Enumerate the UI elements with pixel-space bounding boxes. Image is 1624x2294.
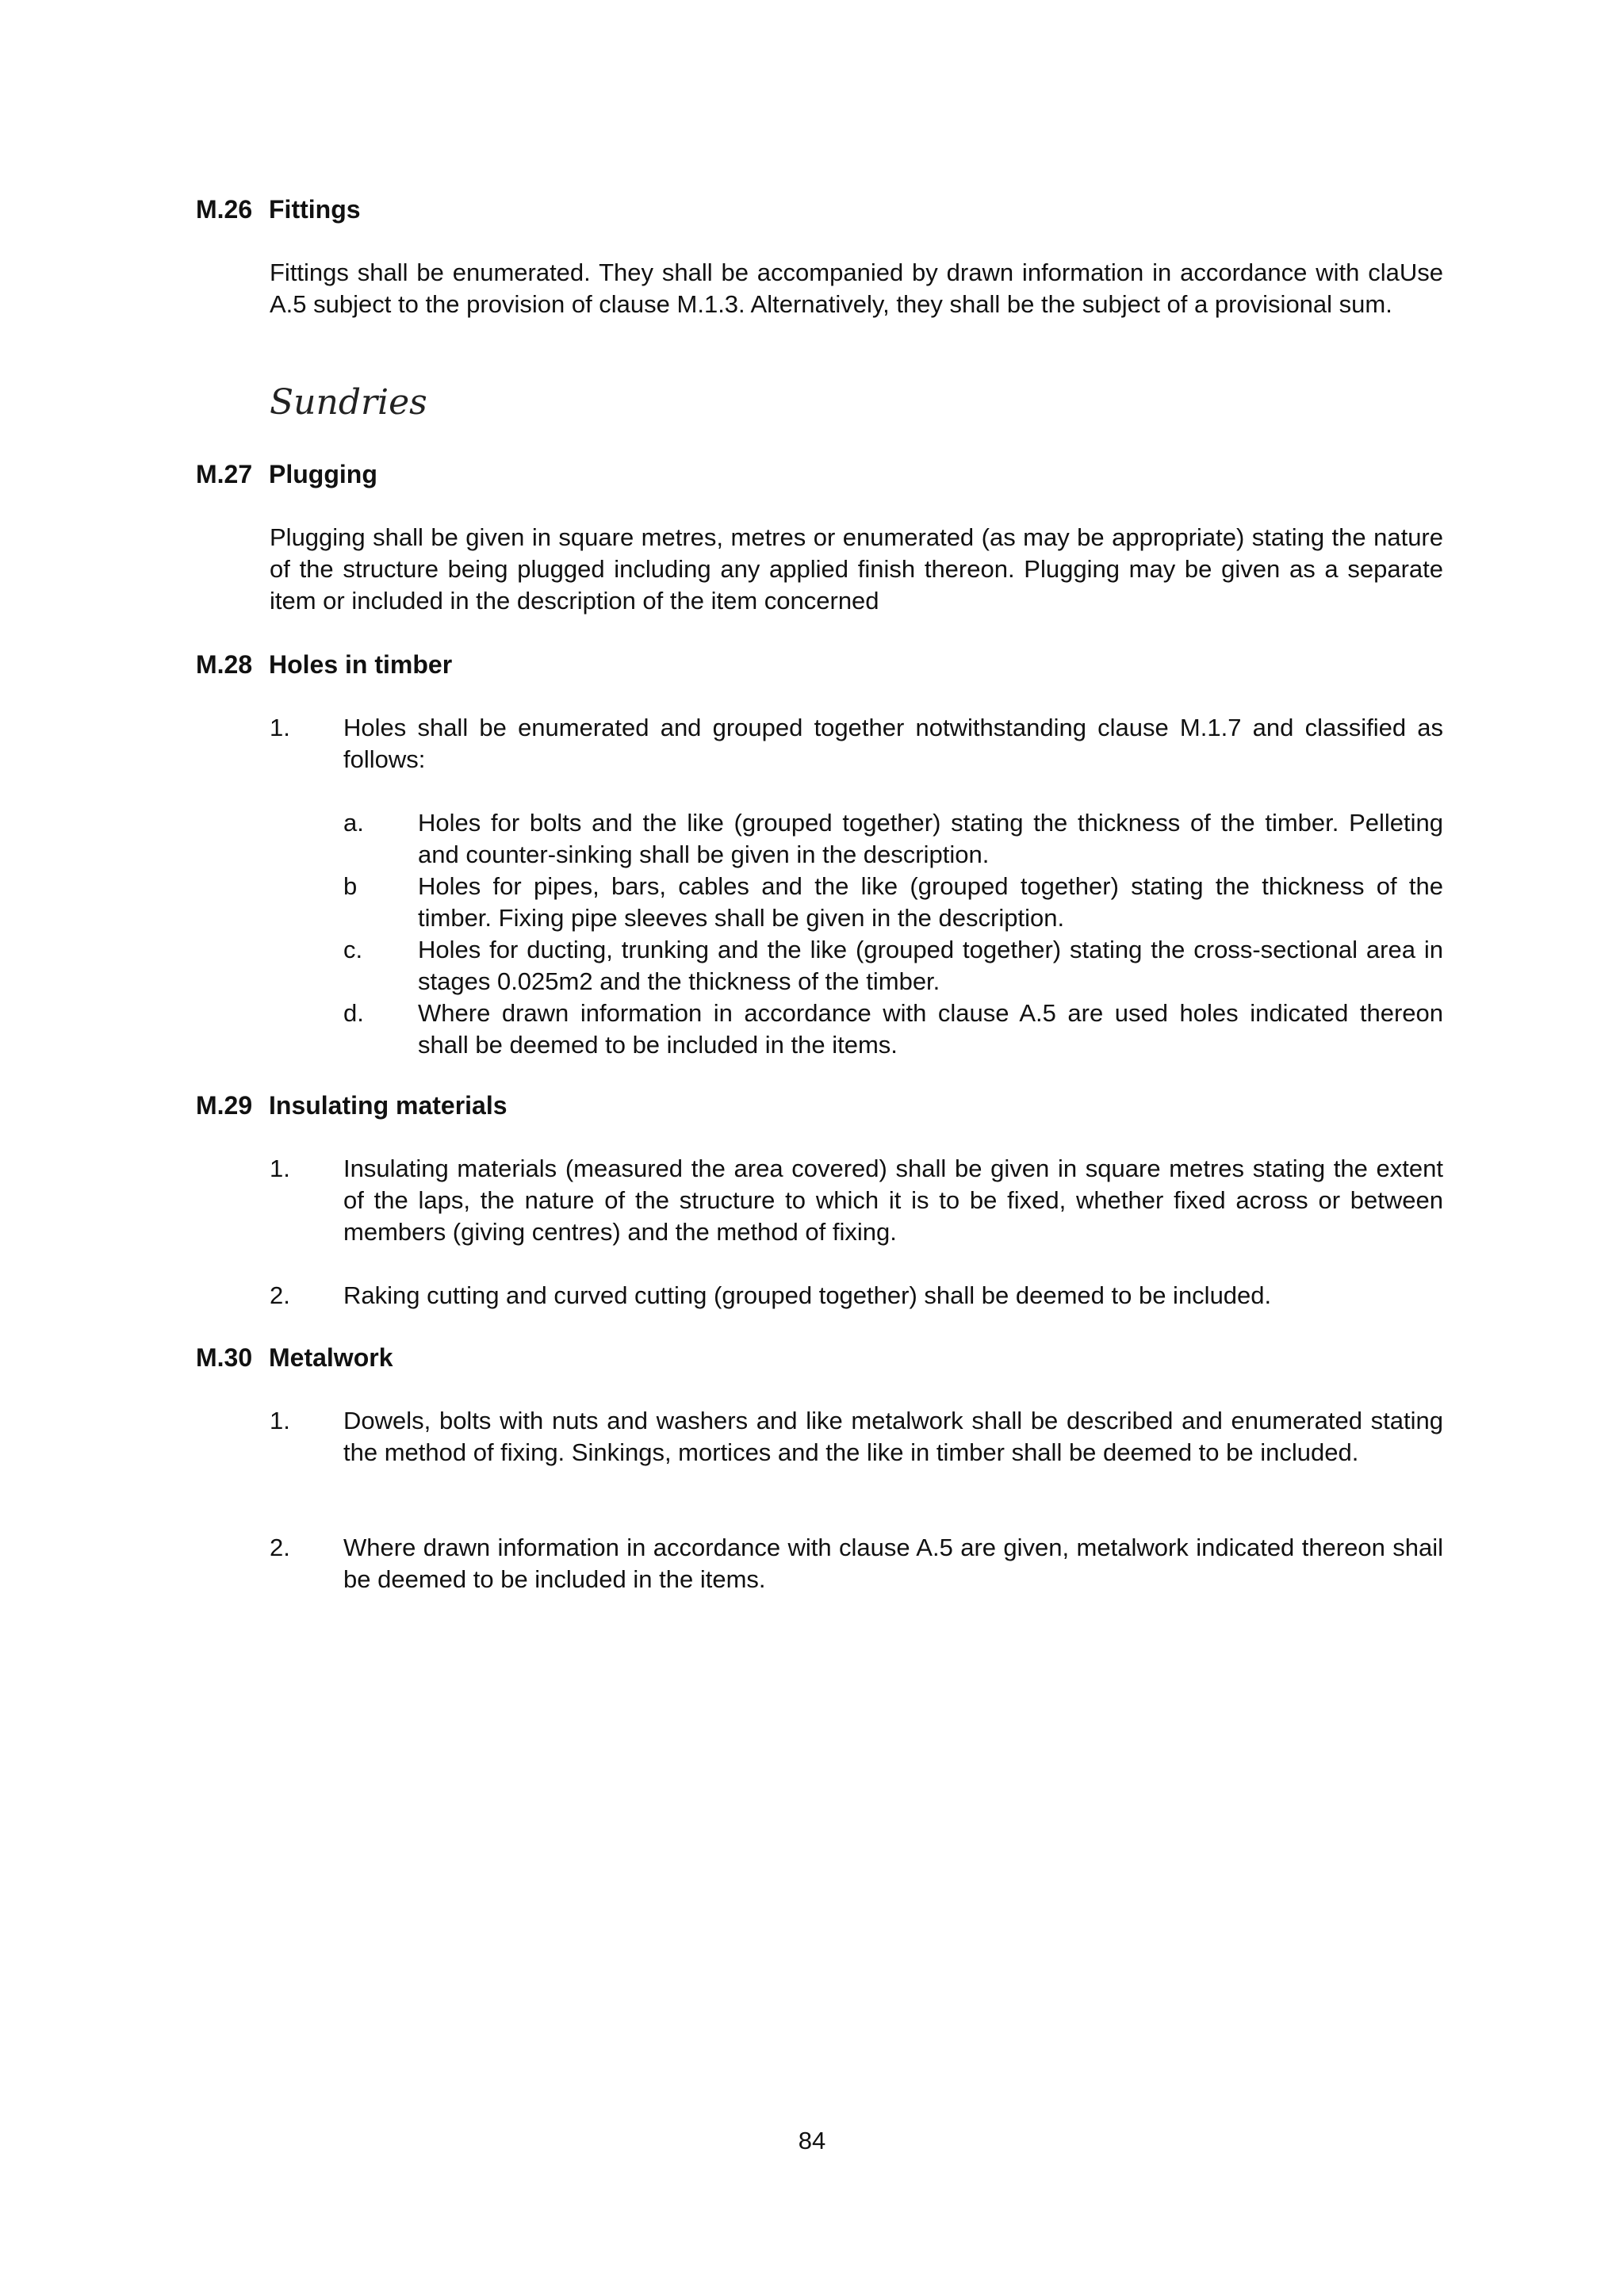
clause-heading-m26 [196, 193, 361, 225]
clause-text-m26: Fittings shall be enumerated. They shall be accompanied by drawn information in accordance with claUse A.5 subject to the provision of clause M.1.3. Alternatively, they shall be the subject of a provisional sum. [270, 259, 1443, 318]
sub-list-item [343, 998, 1443, 1061]
clause-text-m27: Plugging shall be given in square metres, metres or enumerated (as may be appropriate) stating the nature of the structure being plugged including any applied finish thereon. Plugging may be given as a separate item or included in the description of the item concerned [270, 523, 1443, 615]
list-marker: 1. [270, 714, 290, 741]
sub-list-item [343, 934, 1443, 998]
list-marker: 2. [270, 1534, 290, 1561]
clause-heading-m27 [196, 458, 377, 490]
clause-heading-m29 [196, 1090, 508, 1121]
sub-list-marker: c. [343, 936, 363, 963]
list-item [270, 1532, 1443, 1595]
list-item [270, 712, 1443, 776]
list-marker: 1. [270, 1155, 290, 1182]
section-title: Sundries [270, 382, 427, 423]
sub-list-item-text: Holes for pipes, bars, cables and the like (grouped together) stating the thickness of the timber. Fixing pipe sleeves shall be given in the description. [418, 872, 1443, 932]
clause-number: M.26 [196, 195, 253, 224]
sub-list-item [343, 807, 1443, 871]
sub-list-marker: b [343, 872, 358, 900]
sub-list-marker: a. [343, 809, 364, 837]
sub-list-marker: d. [343, 999, 364, 1027]
sub-list-item-text: Holes for bolts and the like (grouped together) stating the thickness of the timber. Pelleting and counter-sinking shall be given in the description. [418, 809, 1443, 868]
clause-number: M.27 [196, 460, 253, 488]
clause-number: M.30 [196, 1343, 253, 1372]
list-item-text: Holes shall be enumerated and grouped together notwithstanding clause M.1.7 and classified as follows: [343, 714, 1443, 773]
clause-heading-m30 [196, 1342, 393, 1373]
page-number: 84 [798, 2127, 826, 2154]
clause-title: Metalwork [269, 1343, 393, 1372]
clause-heading-m28 [196, 649, 452, 680]
sub-list-item-text: Holes for ducting, trunking and the like (grouped together) stating the cross-sectional area in stages 0.025m2 and the thickness of the timber. [418, 936, 1443, 995]
clause-title: Plugging [269, 460, 377, 488]
sub-list-item [343, 871, 1443, 934]
list-item-text: Insulating materials (measured the area covered) shall be given in square metres stating the extent of the laps, the nature of the structure to which it is to be fixed, whether fixed across or between members (giving centres) and the method of fixing. [343, 1155, 1443, 1246]
clause-number: M.28 [196, 650, 253, 679]
clause-number: M.29 [196, 1091, 253, 1120]
clause-title: Insulating materials [269, 1091, 508, 1120]
list-item [270, 1153, 1443, 1248]
sub-list-item-text: Where drawn information in accordance with clause A.5 are used holes indicated thereon shall be deemed to be included in the items. [418, 999, 1443, 1059]
list-item-text: Dowels, bolts with nuts and washers and like metalwork shall be described and enumerated stating the method of fixing. Sinkings, mortices and the like in timber shall be deemed to be included. [343, 1407, 1443, 1466]
list-marker: 2. [270, 1281, 290, 1309]
clause-title: Holes in timber [269, 650, 453, 679]
list-item [270, 1280, 1443, 1312]
list-item-text: Raking cutting and curved cutting (grouped together) shall be deemed to be included. [343, 1281, 1272, 1309]
list-item-text: Where drawn information in accordance with clause A.5 are given, metalwork indicated thereon shail be deemed to be included in the items. [343, 1534, 1443, 1593]
list-item [270, 1405, 1443, 1469]
clause-title: Fittings [269, 195, 361, 224]
list-marker: 1. [270, 1407, 290, 1434]
